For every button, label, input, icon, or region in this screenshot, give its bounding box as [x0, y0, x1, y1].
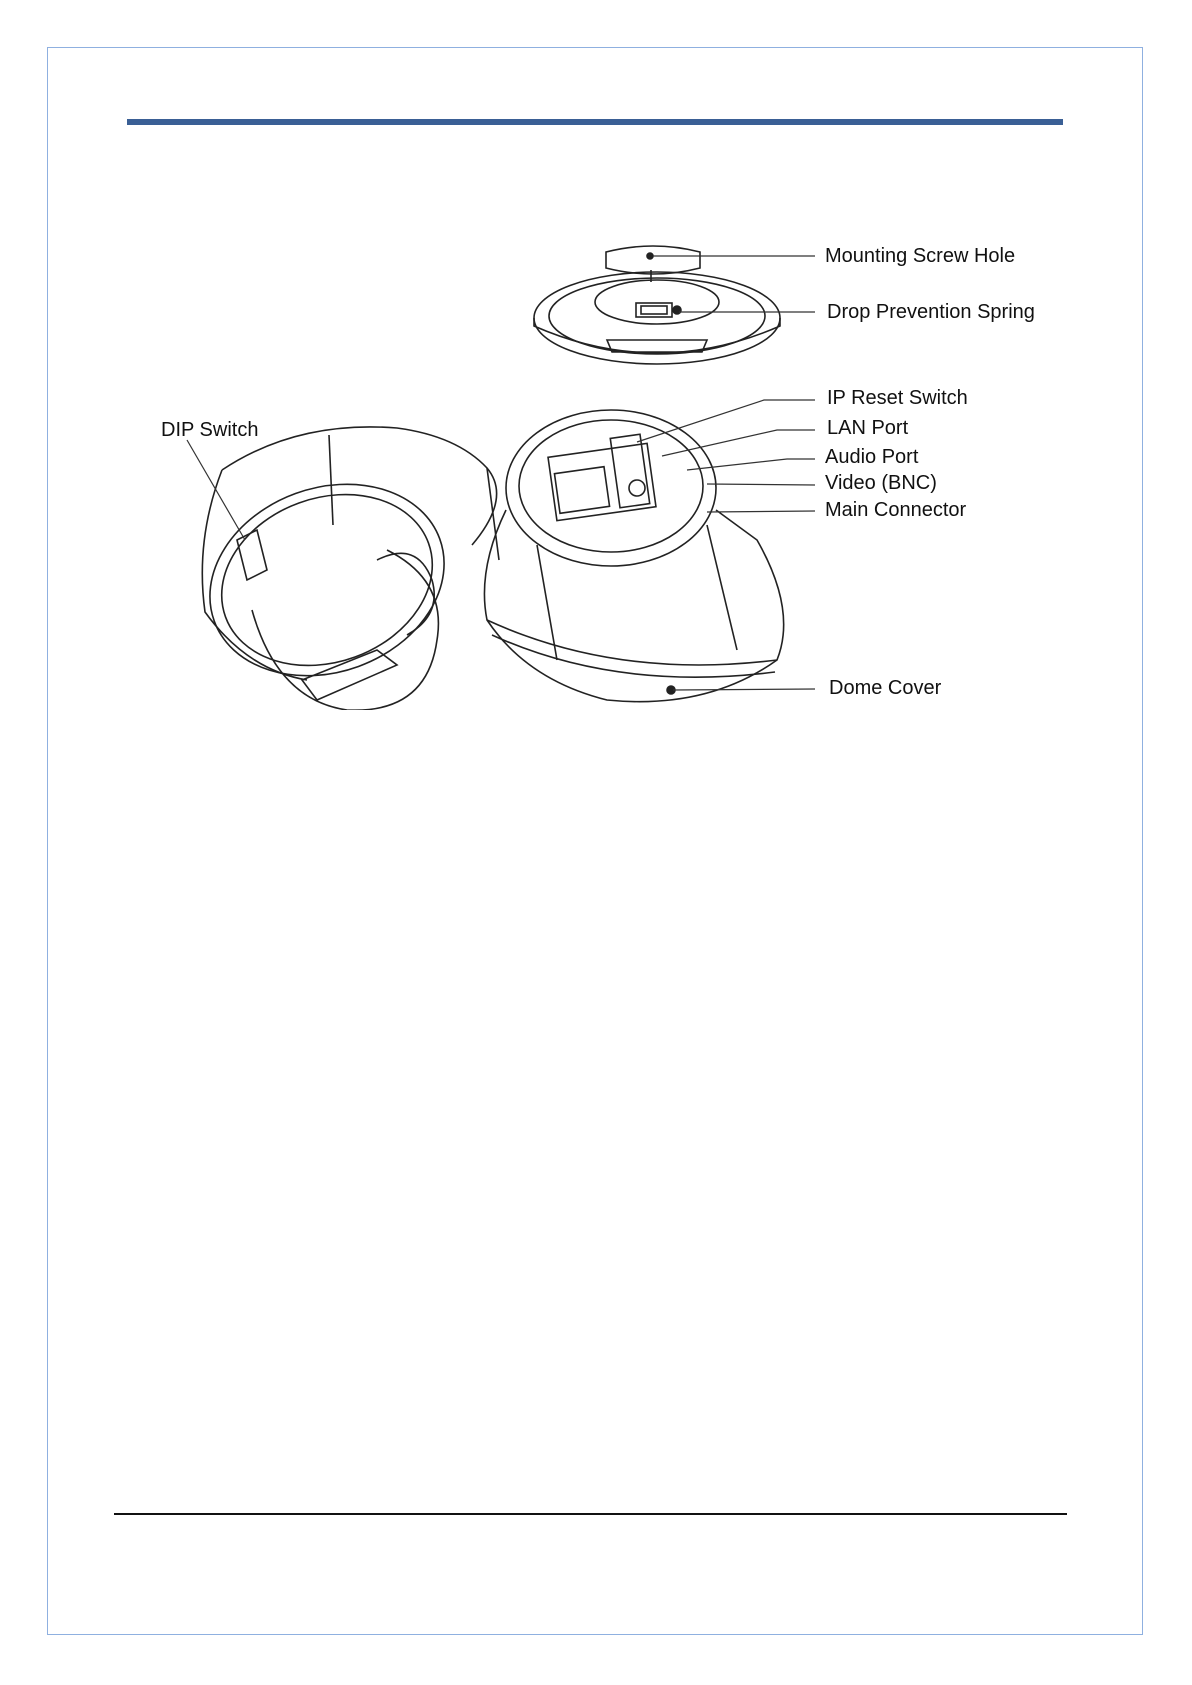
label-lan-port: LAN Port [827, 417, 909, 439]
label-dome-cover: Dome Cover [829, 677, 942, 699]
label-main-connector: Main Connector [825, 499, 967, 521]
right-camera-drawing [484, 410, 783, 702]
camera-parts-figure [147, 240, 1045, 710]
label-mounting-screw-hole: Mounting Screw Hole [825, 245, 1016, 267]
mounting-bracket-drawing [534, 246, 780, 364]
footer-rule [114, 1513, 1067, 1515]
label-audio-port: Audio Port [825, 446, 919, 468]
left-camera-drawing [183, 288, 499, 710]
leader-lines [187, 256, 815, 690]
header-rule [127, 119, 1063, 125]
label-drop-prevention-spring: Drop Prevention Spring [827, 301, 1035, 323]
label-ip-reset-switch: IP Reset Switch [827, 387, 968, 409]
label-video-bnc: Video (BNC) [825, 472, 937, 494]
label-dip-switch: DIP Switch [161, 419, 259, 441]
